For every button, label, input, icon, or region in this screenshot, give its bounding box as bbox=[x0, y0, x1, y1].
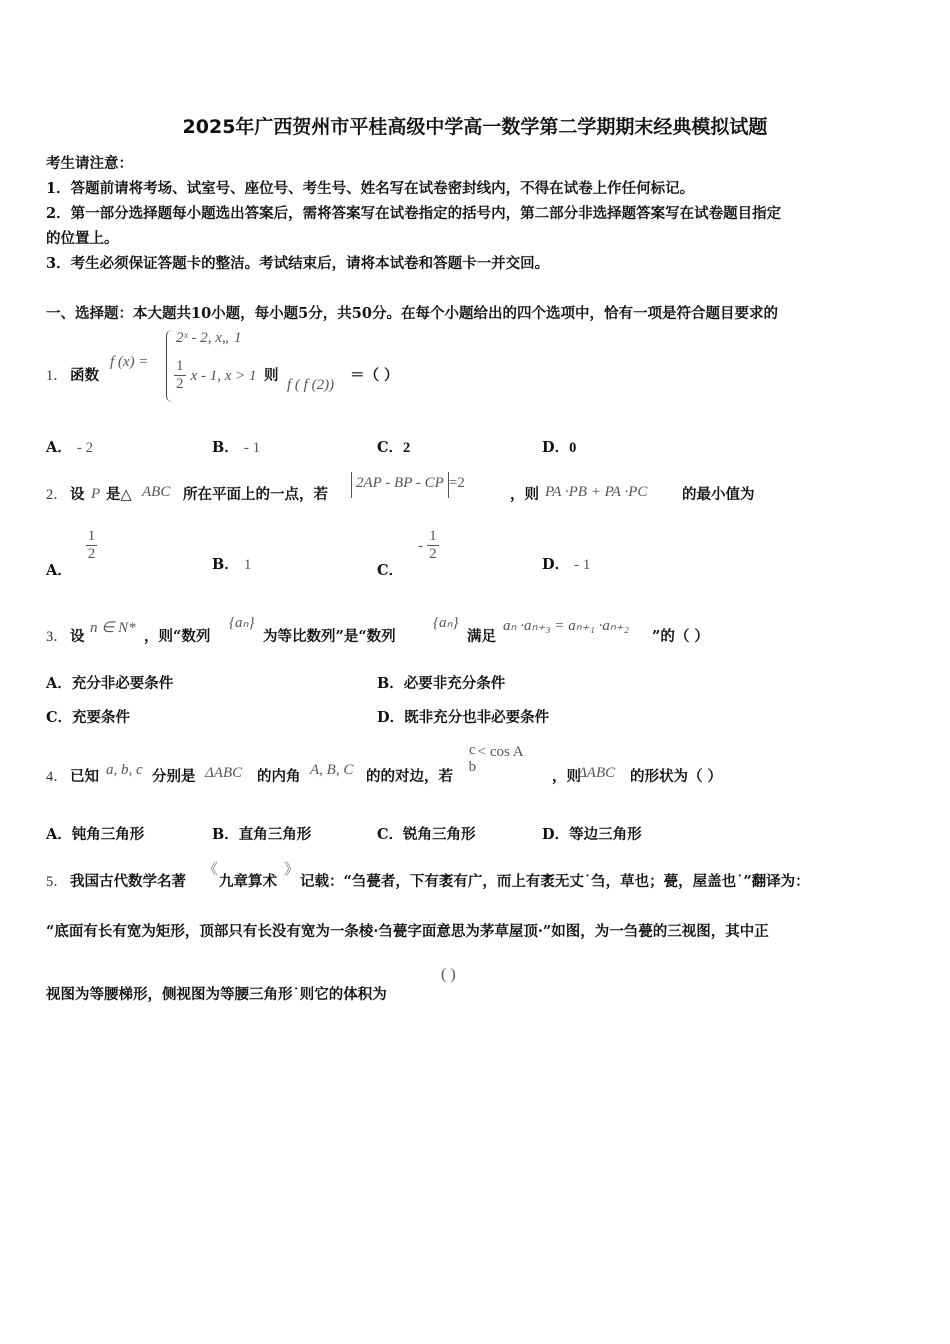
question-text: 已知 bbox=[70, 768, 99, 785]
question-text: 分别是 bbox=[152, 768, 196, 785]
answer-blank: ( ) bbox=[441, 966, 456, 983]
fraction: $\frac{1}{2}$ bbox=[176, 358, 184, 392]
vector-abs-expr: 2AP - BP - CP =2 bbox=[351, 472, 465, 498]
option-d: D． - 1 bbox=[542, 556, 591, 573]
option-d: D．既非充分也非必要条件 bbox=[377, 709, 550, 726]
option-a: A． $\frac{1}{2}$ bbox=[46, 528, 96, 579]
question-text: 设 bbox=[70, 486, 85, 503]
option-c: C．锐角三角形 bbox=[377, 826, 476, 843]
piecewise-case-2: $\frac{1}{2}$ x - 1, x > 1 bbox=[176, 358, 257, 392]
inequality: c b < cos A bbox=[468, 742, 524, 775]
answer-blank: ＝（ ） bbox=[350, 367, 399, 384]
page-title: 2025年广西贺州市平桂高级中学高一数学第二学期期末经典模拟试题 bbox=[182, 116, 768, 138]
question-number: 4． bbox=[46, 769, 68, 785]
question-text: ，则 bbox=[552, 768, 581, 785]
vector-expr: PA ·PB + PA ·PC bbox=[545, 484, 648, 500]
option-c: C．2 bbox=[377, 439, 411, 456]
question-text: 是△ bbox=[106, 486, 132, 503]
option-b: B．必要非充分条件 bbox=[377, 675, 506, 692]
answer-blank: 的形状为（ ） bbox=[630, 768, 723, 785]
option-d: D．等边三角形 bbox=[542, 826, 642, 843]
option-d: D．0 bbox=[542, 439, 577, 456]
option-a: A．钝角三角形 bbox=[46, 826, 145, 843]
option-b: B．直角三角形 bbox=[212, 826, 312, 843]
question-number: 3． bbox=[46, 629, 68, 645]
question-number: 5． bbox=[46, 874, 68, 890]
question-text: 的的对边，若 bbox=[366, 768, 453, 785]
notice-item: 1．答题前请将考场、试室号、座位号、考生号、姓名写在试卷密封线内，不得在试卷上作任何标记。 bbox=[46, 180, 695, 197]
option-b: B． - 1 bbox=[212, 439, 261, 456]
question-text: 所在平面上的一点，若 bbox=[183, 486, 328, 503]
option-a: A．充分非必要条件 bbox=[46, 675, 174, 692]
math-p: P bbox=[91, 486, 101, 502]
question-text: 满足 bbox=[467, 628, 496, 645]
book-title: 九章算术 bbox=[219, 873, 277, 890]
option-a: A． - 2 bbox=[46, 439, 94, 456]
question-text: 函数 bbox=[70, 367, 99, 384]
sequence: {aₙ} bbox=[433, 615, 459, 631]
sequence-condition: aₙ ·aₙ₊₃ = aₙ₊₁ ·aₙ₊₂ bbox=[503, 618, 629, 634]
composite-function: f ( f (2)) bbox=[287, 377, 335, 393]
notice-heading: 考生请注意： bbox=[46, 155, 133, 172]
math-triangle: ΔABC bbox=[205, 765, 243, 781]
option-c: C． - $\frac{1}{2}$ bbox=[377, 528, 437, 579]
book-bracket-right: 》 bbox=[284, 862, 300, 878]
math-n: n ∈ N* bbox=[90, 620, 136, 636]
notice-item: 2．第一部分选择题每小题选出答案后，需将答案写在试卷指定的括号内，第二部分非选择题答案写在试卷题目指定 bbox=[46, 205, 782, 222]
math-angles: A, B, C bbox=[310, 762, 354, 778]
sequence: {aₙ} bbox=[229, 615, 255, 631]
function-def: f (x) = bbox=[110, 354, 149, 370]
question-text: 我国古代数学名著 bbox=[70, 873, 186, 890]
question-number: 1． bbox=[46, 368, 68, 384]
answer-blank: ”的（ ） bbox=[652, 628, 709, 645]
option-c: C．充要条件 bbox=[46, 709, 131, 726]
question-text: 为等比数列”是“数列 bbox=[263, 628, 396, 645]
math-triangle: ABC bbox=[142, 484, 171, 500]
question-text: “底面有长有宽为矩形，顶部只有长没有宽为一条棱·刍甍字面意思为茅草屋顶·”如图，为一刍甍的三视图，其中正 bbox=[46, 923, 769, 940]
option-b: B． 1 bbox=[212, 556, 252, 573]
notice-item: 的位置上。 bbox=[46, 230, 119, 247]
question-text: 视图为等腰梯形，侧视图为等腰三角形˙则它的体积为 bbox=[46, 986, 387, 1003]
question-text: 则 bbox=[264, 367, 279, 384]
section-heading: 一、选择题：本大题共10小题，每小题5分，共50分。在每个小题给出的四个选项中，恰有一项是符合题目要求的 bbox=[46, 305, 778, 322]
question-text: 的内角 bbox=[257, 768, 301, 785]
question-number: 2． bbox=[46, 487, 68, 503]
notice-item: 3．考生必须保证答题卡的整洁。考试结束后，请将本试卷和答题卡一并交回。 bbox=[46, 255, 550, 272]
question-text: 记载：“刍甍者，下有袤有广，而上有袤无丈˙刍，草也；甍，屋盖也˙”翻译为： bbox=[300, 873, 810, 890]
math-triangle: ΔABC bbox=[578, 765, 616, 781]
book-bracket-left: 《 bbox=[203, 862, 219, 878]
question-text: ，则 bbox=[510, 486, 539, 503]
question-text: 设 bbox=[70, 628, 85, 645]
question-text: 的最小值为 bbox=[682, 486, 755, 503]
question-text: ，则“数列 bbox=[144, 628, 211, 645]
piecewise-case-1: 2ˣ - 2, x„ 1 bbox=[176, 330, 242, 346]
math-sides: a, b, c bbox=[106, 762, 143, 778]
